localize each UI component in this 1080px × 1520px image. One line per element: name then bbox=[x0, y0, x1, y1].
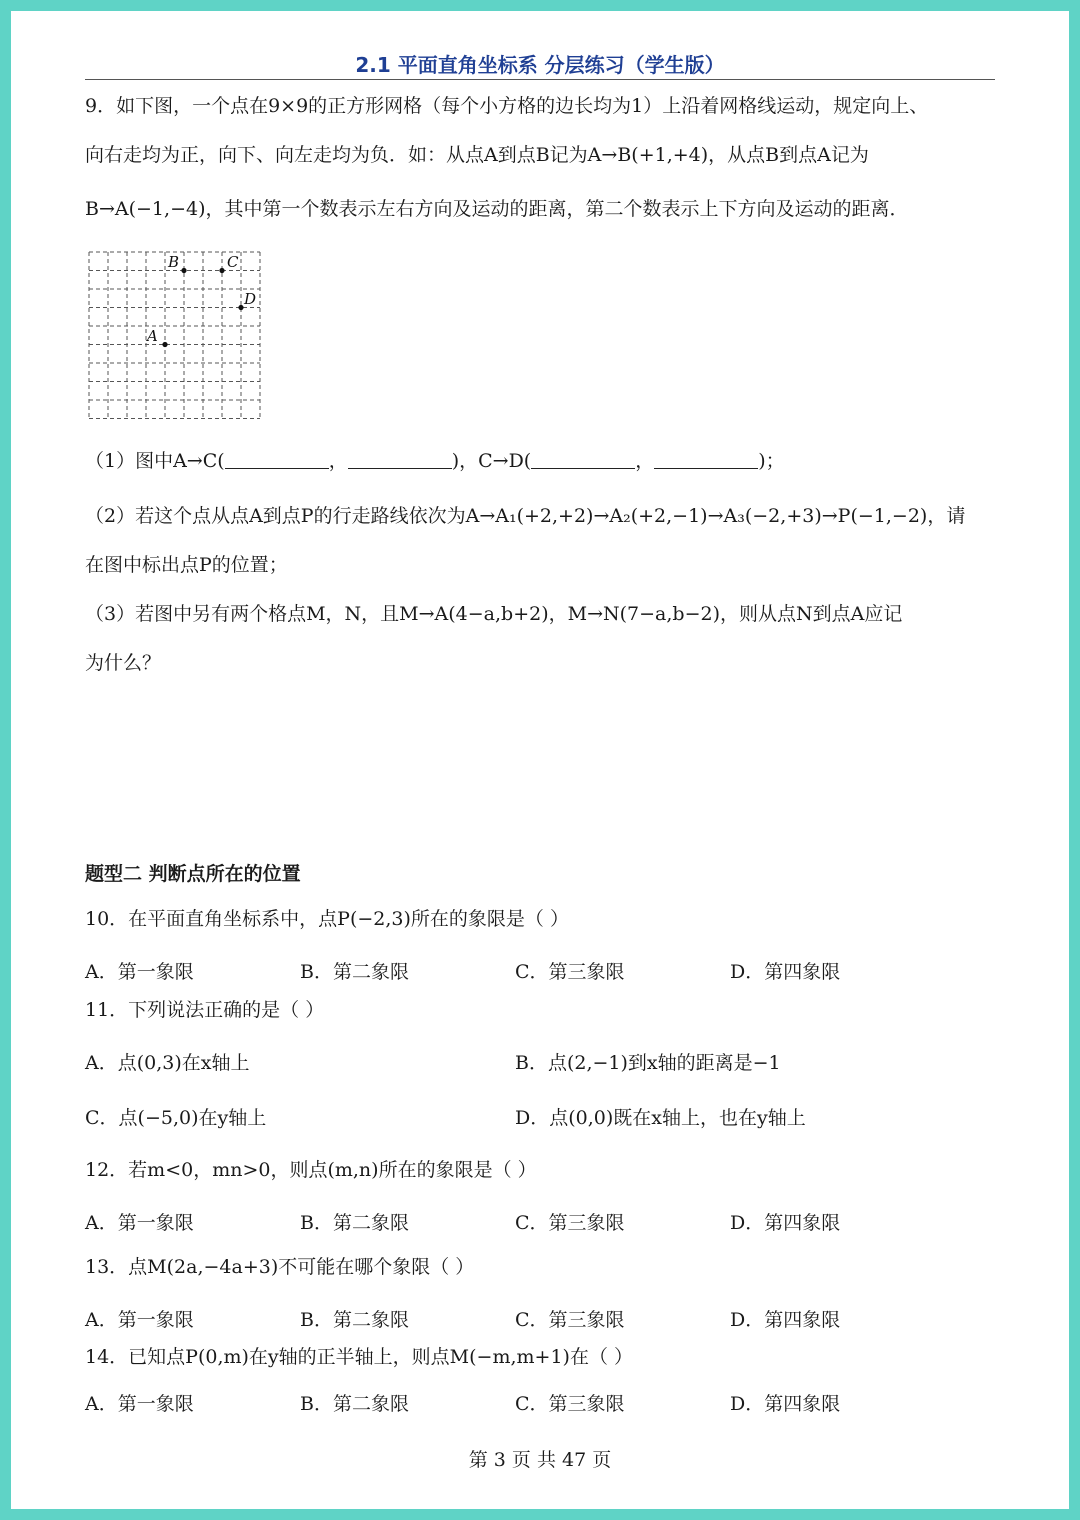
q14-option-c[interactable]: C．第三象限 bbox=[515, 1393, 625, 1415]
q10-option-b[interactable]: B．第二象限 bbox=[300, 961, 409, 983]
answer-blank-2[interactable] bbox=[348, 450, 452, 469]
q14-option-a[interactable]: A．第一象限 bbox=[85, 1393, 194, 1415]
q11-option-a[interactable]: A．点(0,3)在x轴上 bbox=[85, 1052, 250, 1074]
q9-part3-line-2: 为什么？ bbox=[85, 652, 162, 674]
q9-part1 bbox=[85, 450, 785, 473]
q14-option-d[interactable]: D．第四象限 bbox=[730, 1393, 841, 1415]
grid-lines bbox=[89, 252, 260, 419]
answer-blank-4[interactable] bbox=[654, 450, 758, 469]
section-title: 题型二 判断点所在的位置 bbox=[85, 863, 301, 885]
q12-option-d[interactable]: D．第四象限 bbox=[730, 1212, 841, 1234]
q12-stem: 12．若m<0，mn>0，则点(m,n)所在的象限是（ ） bbox=[85, 1159, 537, 1181]
q9-part1-prefix: （1）图中A→C( bbox=[85, 450, 225, 472]
q13-option-b[interactable]: B．第二象限 bbox=[300, 1309, 409, 1331]
q9-line-3: B→A(−1,−4)，其中第一个数表示左右方向及运动的距离，第二个数表示上下方向及运动的距离． bbox=[85, 198, 909, 220]
q11-stem: 11．下列说法正确的是（ ） bbox=[85, 999, 325, 1021]
q9-part2-line-2: 在图中标出点P的位置； bbox=[85, 554, 288, 576]
page-footer-number: 第 3 页 共 47 页 bbox=[468, 1449, 612, 1471]
document-page bbox=[11, 11, 1069, 1509]
q10-option-d[interactable]: D．第四象限 bbox=[730, 961, 841, 983]
q13-option-c[interactable]: C．第三象限 bbox=[515, 1309, 625, 1331]
q9-part3-line-1: （3）若图中另有两个格点M，N，且M→A(4−a,b+2)，M→N(7−a,b−2)，则从点N到点A应记 bbox=[85, 603, 903, 625]
q13-stem: 13．点M(2a,−4a+3)不可能在哪个象限（ ） bbox=[85, 1256, 475, 1278]
point-a-marker bbox=[162, 342, 167, 347]
point-a-label: A bbox=[147, 327, 158, 345]
answer-blank-1[interactable] bbox=[225, 450, 329, 469]
q10-stem: 10．在平面直角坐标系中，点P(−2,3)所在的象限是（ ） bbox=[85, 908, 569, 930]
point-d-label: D bbox=[244, 290, 257, 308]
q11-option-d[interactable]: D．点(0,0)既在x轴上，也在y轴上 bbox=[515, 1107, 806, 1129]
q10-option-a[interactable]: A．第一象限 bbox=[85, 961, 194, 983]
header-divider bbox=[85, 79, 995, 80]
point-b-marker bbox=[181, 268, 186, 273]
q9-part1-mid: )，C→D( bbox=[451, 450, 532, 472]
q14-stem: 14．已知点P(0,m)在y轴的正半轴上，则点M(−m,m+1)在（ ） bbox=[85, 1346, 633, 1368]
q9-grid-figure bbox=[87, 250, 267, 425]
q12-option-c[interactable]: C．第三象限 bbox=[515, 1212, 625, 1234]
q13-option-d[interactable]: D．第四象限 bbox=[730, 1309, 841, 1331]
q13-option-a[interactable]: A．第一象限 bbox=[85, 1309, 194, 1331]
point-c-label: C bbox=[227, 253, 239, 271]
q9-part1-comma-1: ， bbox=[328, 450, 348, 472]
point-d-marker bbox=[238, 305, 243, 310]
q9-part1-end: )； bbox=[758, 450, 785, 472]
q11-option-b[interactable]: B．点(2,−1)到x轴的距离是−1 bbox=[515, 1052, 781, 1074]
q9-line-1: 9．如下图，一个点在9×9的正方形网格（每个小方格的边长均为1）上沿着网格线运动，规定向上、 bbox=[85, 95, 929, 117]
q10-option-c[interactable]: C．第三象限 bbox=[515, 961, 625, 983]
q9-line-2: 向右走均为正，向下、向左走均为负．如：从点A到点B记为A→B(+1,+4)，从点B到点A记为 bbox=[85, 144, 869, 166]
q11-option-c[interactable]: C．点(−5,0)在y轴上 bbox=[85, 1107, 267, 1129]
page-header-title: 2.1 平面直角坐标系 分层练习（学生版） bbox=[355, 53, 725, 77]
q12-option-a[interactable]: A．第一象限 bbox=[85, 1212, 194, 1234]
q12-option-b[interactable]: B．第二象限 bbox=[300, 1212, 409, 1234]
point-b-label: B bbox=[168, 253, 180, 271]
q9-part1-comma-2: ， bbox=[635, 450, 655, 472]
answer-blank-3[interactable] bbox=[531, 450, 635, 469]
point-c-marker bbox=[219, 268, 224, 273]
q14-option-b[interactable]: B．第二象限 bbox=[300, 1393, 409, 1415]
q9-part2-line-1: （2）若这个点从点A到点P的行走路线依次为A→A₁(+2,+2)→A₂(+2,−1)→A₃(−2,+3)→P(−1,−2)，请 bbox=[85, 505, 966, 527]
